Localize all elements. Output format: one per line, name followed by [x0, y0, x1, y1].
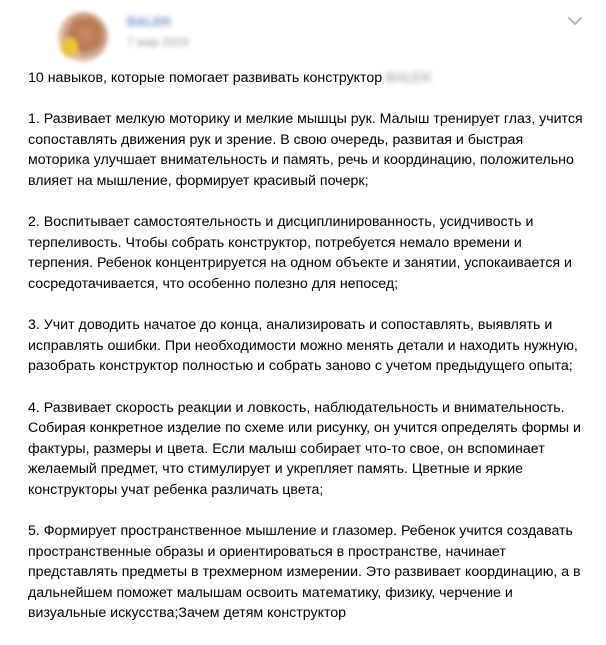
paragraph-1: 1. Развивает мелкую моторику и мелкие мышцы рук. Малыш тренирует глаз, учится сопоставлять движения рук и зрение. В свою очередь, развитая и быстрая моторика улучшает внимательность и память, речь и координацию, положительно влияет на мышление, формирует красивый почерк; — [28, 111, 587, 189]
paragraph-2: 2. Воспитывает самостоятельность и дисциплинированность, усидчивость и терпеливость. Чтобы собрать конструктор, потребуется немало времени и терпения. Ребенок концентрируется на одном объекте и занятии, успокаивается и сосредотачивается, что особенно полезно для непосед; — [28, 214, 576, 292]
post-title-brand: BALEK — [386, 70, 432, 86]
avatar-decoration — [62, 38, 78, 56]
paragraph-4: 4. Развивает скорость реакции и ловкость, наблюдательность и внимательность. Собирая конкретное изделие по схеме или рисунку, он учится определять формы и фактуры, размеры и цвета. Если малыш собирает что-то свое, он вспоминает желаемый предмет, что стимулирует и укрепляет память. Цветные и яркие конструкторы учат ребенка различать цвета; — [28, 399, 585, 498]
post-date[interactable]: 7 мар 2019 — [127, 35, 189, 49]
paragraph-3: 3. Учит доводить начатое до конца, анализировать и сопоставлять, выявлять и исправлять ошибки. При необходимости можно менять детали и находить нужную, разобрать конструктор полностью и собрать заново с учетом предыдущего опыта; — [28, 317, 582, 375]
post-text — [28, 68, 588, 645]
chevron-down-icon[interactable] — [566, 14, 584, 28]
paragraph-5: 5. Формирует пространственное мышление и глазомер. Ребенок учится создавать пространственные образы и ориентироваться в пространстве, начинает представлять предметы в трехмерном измерении. Это развивает координацию, а в дальнейшем поможет малышам освоить математику, физику, черчение и визуальные искусства;Зачем детям конструктор — [28, 523, 585, 622]
post-header — [28, 0, 606, 60]
post-title — [28, 68, 588, 89]
post-title-text: 10 навыков, которые помогает развивать конструктор — [28, 70, 387, 86]
author-name[interactable]: BALEK — [127, 14, 172, 29]
